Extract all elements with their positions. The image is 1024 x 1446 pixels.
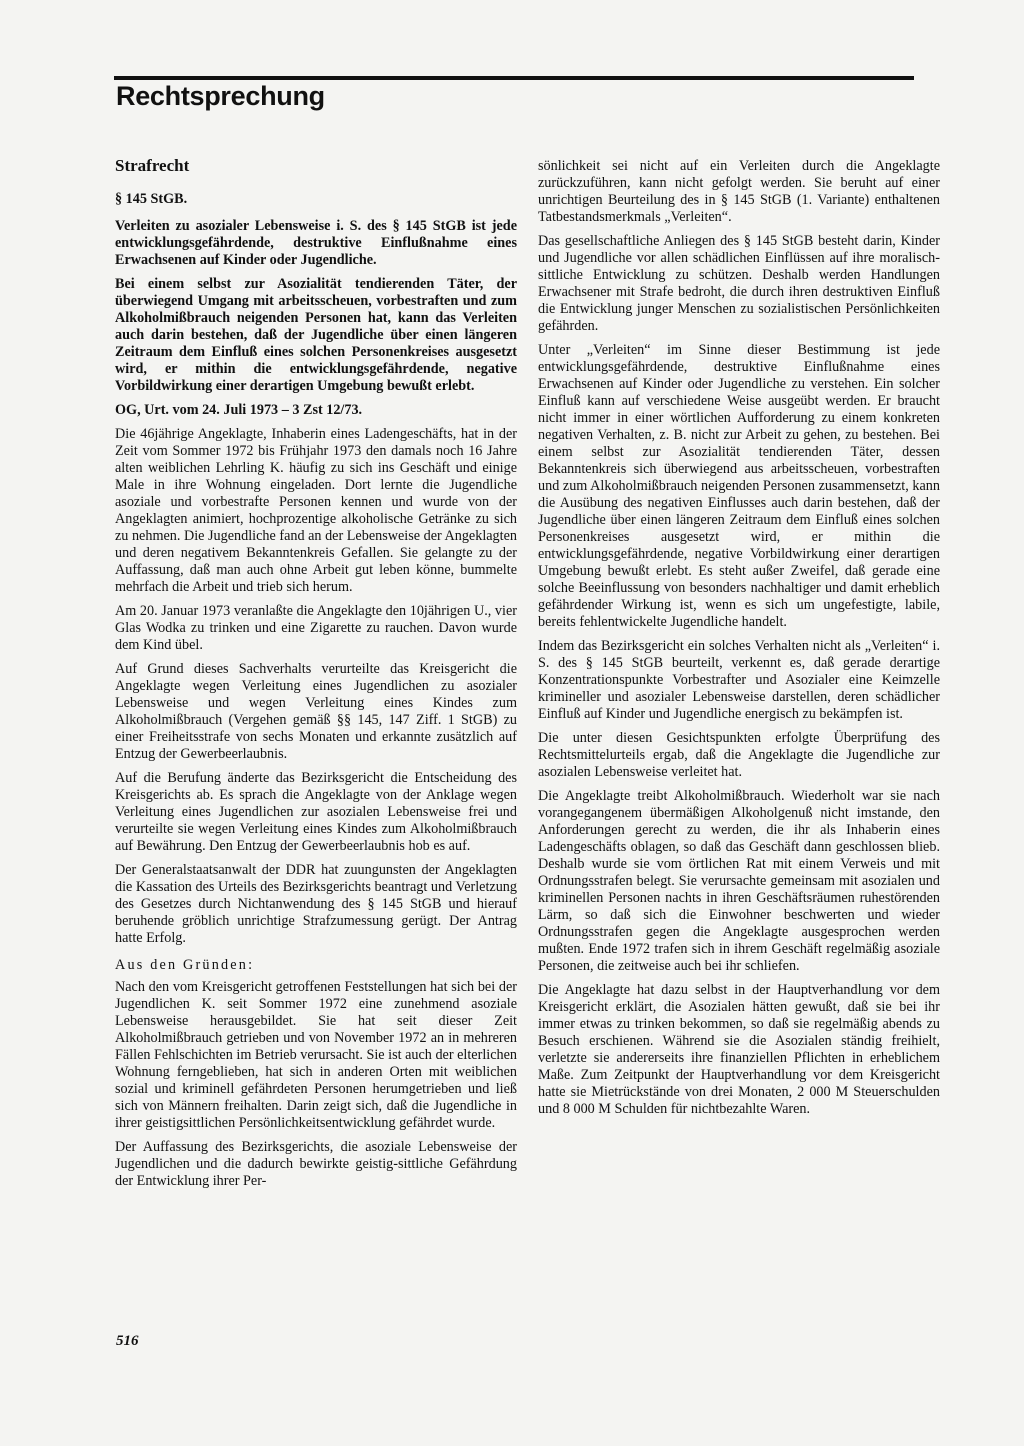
body-paragraph: Indem das Bezirksgericht ein solches Verhalten nicht als „Verleiten“ i. S. des § 145 StGB beurteilt, verkennt es, daß gerade derartige Konzentrationspunkte Vorbestrafter und Asozialer eine Keimzelle krimineller und asozialer Lebensweise darstellen, deren schädlicher Einfluß auf Kinder und Jugendliche energisch zu bekämpfen ist.: [538, 638, 940, 722]
body-paragraph: Unter „Verleiten“ im Sinne dieser Bestimmung ist jede entwicklungsgefährdende, destruktive Einflußnahme eines Erwachsenen auf Kinder oder Jugendliche zu verstehen. Ein solcher Einfluß kann auf verschiedene Weise ausgeübt werden. Er braucht nicht immer in einer wörtlichen Aufforderung zu einem konkreten negativen Verhalten, z. B. nicht zur Arbeit zu gehen, zu bestehen. Bei einem selbst zur Asozialität tendierenden Täter, dessen Bekanntenkreis sich überwiegend aus arbeitsscheuen, vorbestraften und zum Alkoholmißbrauch neigenden Personen zusammensetzt, kann die Ausübung des negativen Einflusses auch darin bestehen, daß der Jugendliche über einen längeren Zeitraum dem Einfluß eines solchen Personenkreises ausgesetzt wird, er mithin die entwicklungsgefährdende, negative Vorbildwirkung einer derartigen Umgebung bewußt erlebt. Es steht außer Zweifel, daß gerade eine solche Beeinflussung von besonders nachhaltiger und damit erheblich gefährdender Wirkung ist, wenn es sich um ungefestigte, labile, bereits fehlentwickelte Jugendliche handelt.: [538, 342, 940, 630]
body-paragraph: Der Auffassung des Bezirksgerichts, die asoziale Lebensweise der Jugendlichen und die dadurch bewirkte geistig-sittliche Gefährdung der Entwicklung ihrer Per-: [115, 1139, 517, 1189]
section-heading: Strafrecht: [115, 156, 190, 175]
body-paragraph: Auf die Berufung änderte das Bezirksgericht die Entscheidung des Kreisgerichts ab. Es sprach die Angeklagte von der Anklage wegen Verleitung eines Jugendlichen zur asozialen Lebensweise frei und verurteilte sie wegen Verleitung eines Kindes zum Alkoholmißbrauch auf Bewährung. Den Entzug der Gewerbeerlaubnis hob es auf.: [115, 770, 517, 854]
page-number: 516: [116, 1333, 139, 1349]
left-column: [115, 157, 517, 1197]
body-paragraph: Die Angeklagte hat dazu selbst in der Hauptverhandlung vor dem Kreisgericht erklärt, die Asozialen hätten gewußt, daß sie bei ihr immer etwas zu trinken bekommen, so daß sie regelmäßig abends zu Besuch erschienen. Während sie die Asozialen ständig freihielt, verletzte sie andererseits ihre finanziellen Pflichten in erheblichem Maße. Zum Zeitpunkt der Hauptverhandlung vor dem Kreisgericht hatte sie Mietrückstände von drei Monaten, 2 000 M Steuerschulden und 8 000 M Schulden für nichtbezahlte Waren.: [538, 982, 940, 1117]
rubric-title: Rechtsprechung: [116, 81, 325, 111]
body-paragraph: Nach den vom Kreisgericht getroffenen Feststellungen hat sich bei der Jugendlichen K. seit Sommer 1972 eine zunehmend asoziale Lebensweise herausgebildet. Sie hat seit dieser Zeit Alkoholmißbrauch getrieben und von November 1972 an in mehreren Fällen Fehlschichten im Betrieb verursacht. Sie ist auch der elterlichen Wohnung ferngeblieben, hat sich in anderen Orten mit weiblichen sozial und kriminell gefährdeten Personen herumgetrieben und ließ sich von Männern freihalten. Darin zeigt sich, daß die Jugendliche in ihrer geistigsittlichen Persönlichkeitsentwicklung gefährdet wurde.: [115, 979, 517, 1131]
header-rule: [114, 76, 914, 80]
body-paragraph: Die 46jährige Angeklagte, Inhaberin eines Ladengeschäfts, hat in der Zeit vom Sommer 1972 bis Frühjahr 1973 den damals noch 16 Jahre alten weiblichen Lehrling K. häufig zu sich ins Geschäft und einige Male in ihre Wohnung eingeladen. Dort lernte die Jugendliche asoziale und vorbestrafte Personen kennen und wurde von der Angeklagten animiert, hochprozentige alkoholische Getränke zu sich zu nehmen. Die Jugendliche fand an der Lebensweise der Angeklagten und deren negativem Bekanntenkreis Gefallen. Sie gelangte zu der Auffassung, daß man auch ohne Arbeit gut leben könne, bummelte mehrfach die Arbeit und trieb sich herum.: [115, 426, 517, 595]
right-column: [538, 158, 940, 1125]
body-paragraph: Die Angeklagte treibt Alkoholmißbrauch. Wiederholt war sie nach vorangegangenem übermäßigen Alkoholgenuß nicht imstande, den Anforderungen gerecht zu werden, die ihr als Inhaberin eines Ladengeschäfts oblagen, so daß das Geschäft dann geschlossen blieb. Deshalb wurde sie vom örtlichen Rat mit einem Verweis und mit Ordnungsstrafen belegt. Sie verursachte gemeinsam mit asozialen und kriminellen Personen nachts in ihren Geschäftsräumen ruhestörenden Lärm, so daß sich die Einwohner beschwerten und wieder Ordnungsstrafen gegen die Angeklagte ausgesprochen werden mußten. Ende 1972 trafen sich in ihrem Geschäft regelmäßig asoziale Personen, die zeitweise auch bei ihr schliefen.: [538, 788, 940, 974]
body-paragraph: sönlichkeit sei nicht auf ein Verleiten durch die Angeklagte zurückzuführen, kann nicht gefolgt werden. Sie beruht auf einer unrichtigen Beurteilung des in § 145 StGB (1. Variante) enthaltenen Tatbestandsmerkmals „Verleiten“.: [538, 158, 940, 225]
body-paragraph: Die unter diesen Gesichtspunkten erfolgte Überprüfung des Rechtsmittelurteils ergab, daß die Angeklagte die Jugendliche zur asozialen Lebensweise verleitet hat.: [538, 730, 940, 780]
body-paragraph: Am 20. Januar 1973 veranlaßte die Angeklagte den 10jährigen U., vier Glas Wodka zu trinken und eine Zigarette zu rauchen. Davon wurde dem Kind übel.: [115, 603, 517, 653]
decision-citation: OG, Urt. vom 24. Juli 1973 – 3 Zst 12/73.: [115, 402, 363, 418]
norm-reference: § 145 StGB.: [115, 191, 188, 207]
grounds-heading: Aus den Gründen:: [115, 957, 255, 973]
headnote-2: Bei einem selbst zur Asozialität tendierenden Täter, der überwiegend Umgang mit arbeitsscheuen, vorbestraften und zum Alkoholmißbrauch neigenden Personen hat, kann das Verleiten auch darin bestehen, daß der Jugendliche über einen längeren Zeitraum dem Einfluß eines solchen Personenkreises ausgesetzt wird, er mithin die entwicklungsgefährdende, negative Vorbildwirkung einer derartigen Umgebung bewußt erlebt.: [115, 276, 517, 394]
body-paragraph: Das gesellschaftliche Anliegen des § 145 StGB besteht darin, Kinder und Jugendliche vor allen schädlichen Einflüssen auf ihre moralisch-sittliche Entwicklung zu schützen. Deshalb werden Handlungen Erwachsener mit Strafe bedroht, die durch ihren destruktiven Einfluß die Entwicklung junger Menschen zu sozialistischen Persönlichkeiten gefährden.: [538, 233, 940, 334]
body-paragraph: Auf Grund dieses Sachverhalts verurteilte das Kreisgericht die Angeklagte wegen Verleitung eines Jugendlichen zu asozialer Lebensweise und wegen Verleitung eines Kindes zum Alkoholmißbrauch (Vergehen gemäß §§ 145, 147 Ziff. 1 StGB) zu einer Freiheitsstrafe von sechs Monaten und erkannte zusätzlich auf Entzug der Gewerbeerlaubnis.: [115, 661, 517, 762]
headnote-1: Verleiten zu asozialer Lebensweise i. S. des § 145 StGB ist jede entwicklungsgefährdende, destruktive Einflußnahme eines Erwachsenen auf Kinder oder Jugendliche.: [115, 218, 517, 268]
body-paragraph: Der Generalstaatsanwalt der DDR hat zuungunsten der Angeklagten die Kassation des Urteils des Bezirksgerichts beantragt und Verletzung des Gesetzes durch Nichtanwendung des § 145 StGB und hierauf beruhende gröblich unrichtige Strafzumessung gerügt. Der Antrag hatte Erfolg.: [115, 862, 517, 946]
